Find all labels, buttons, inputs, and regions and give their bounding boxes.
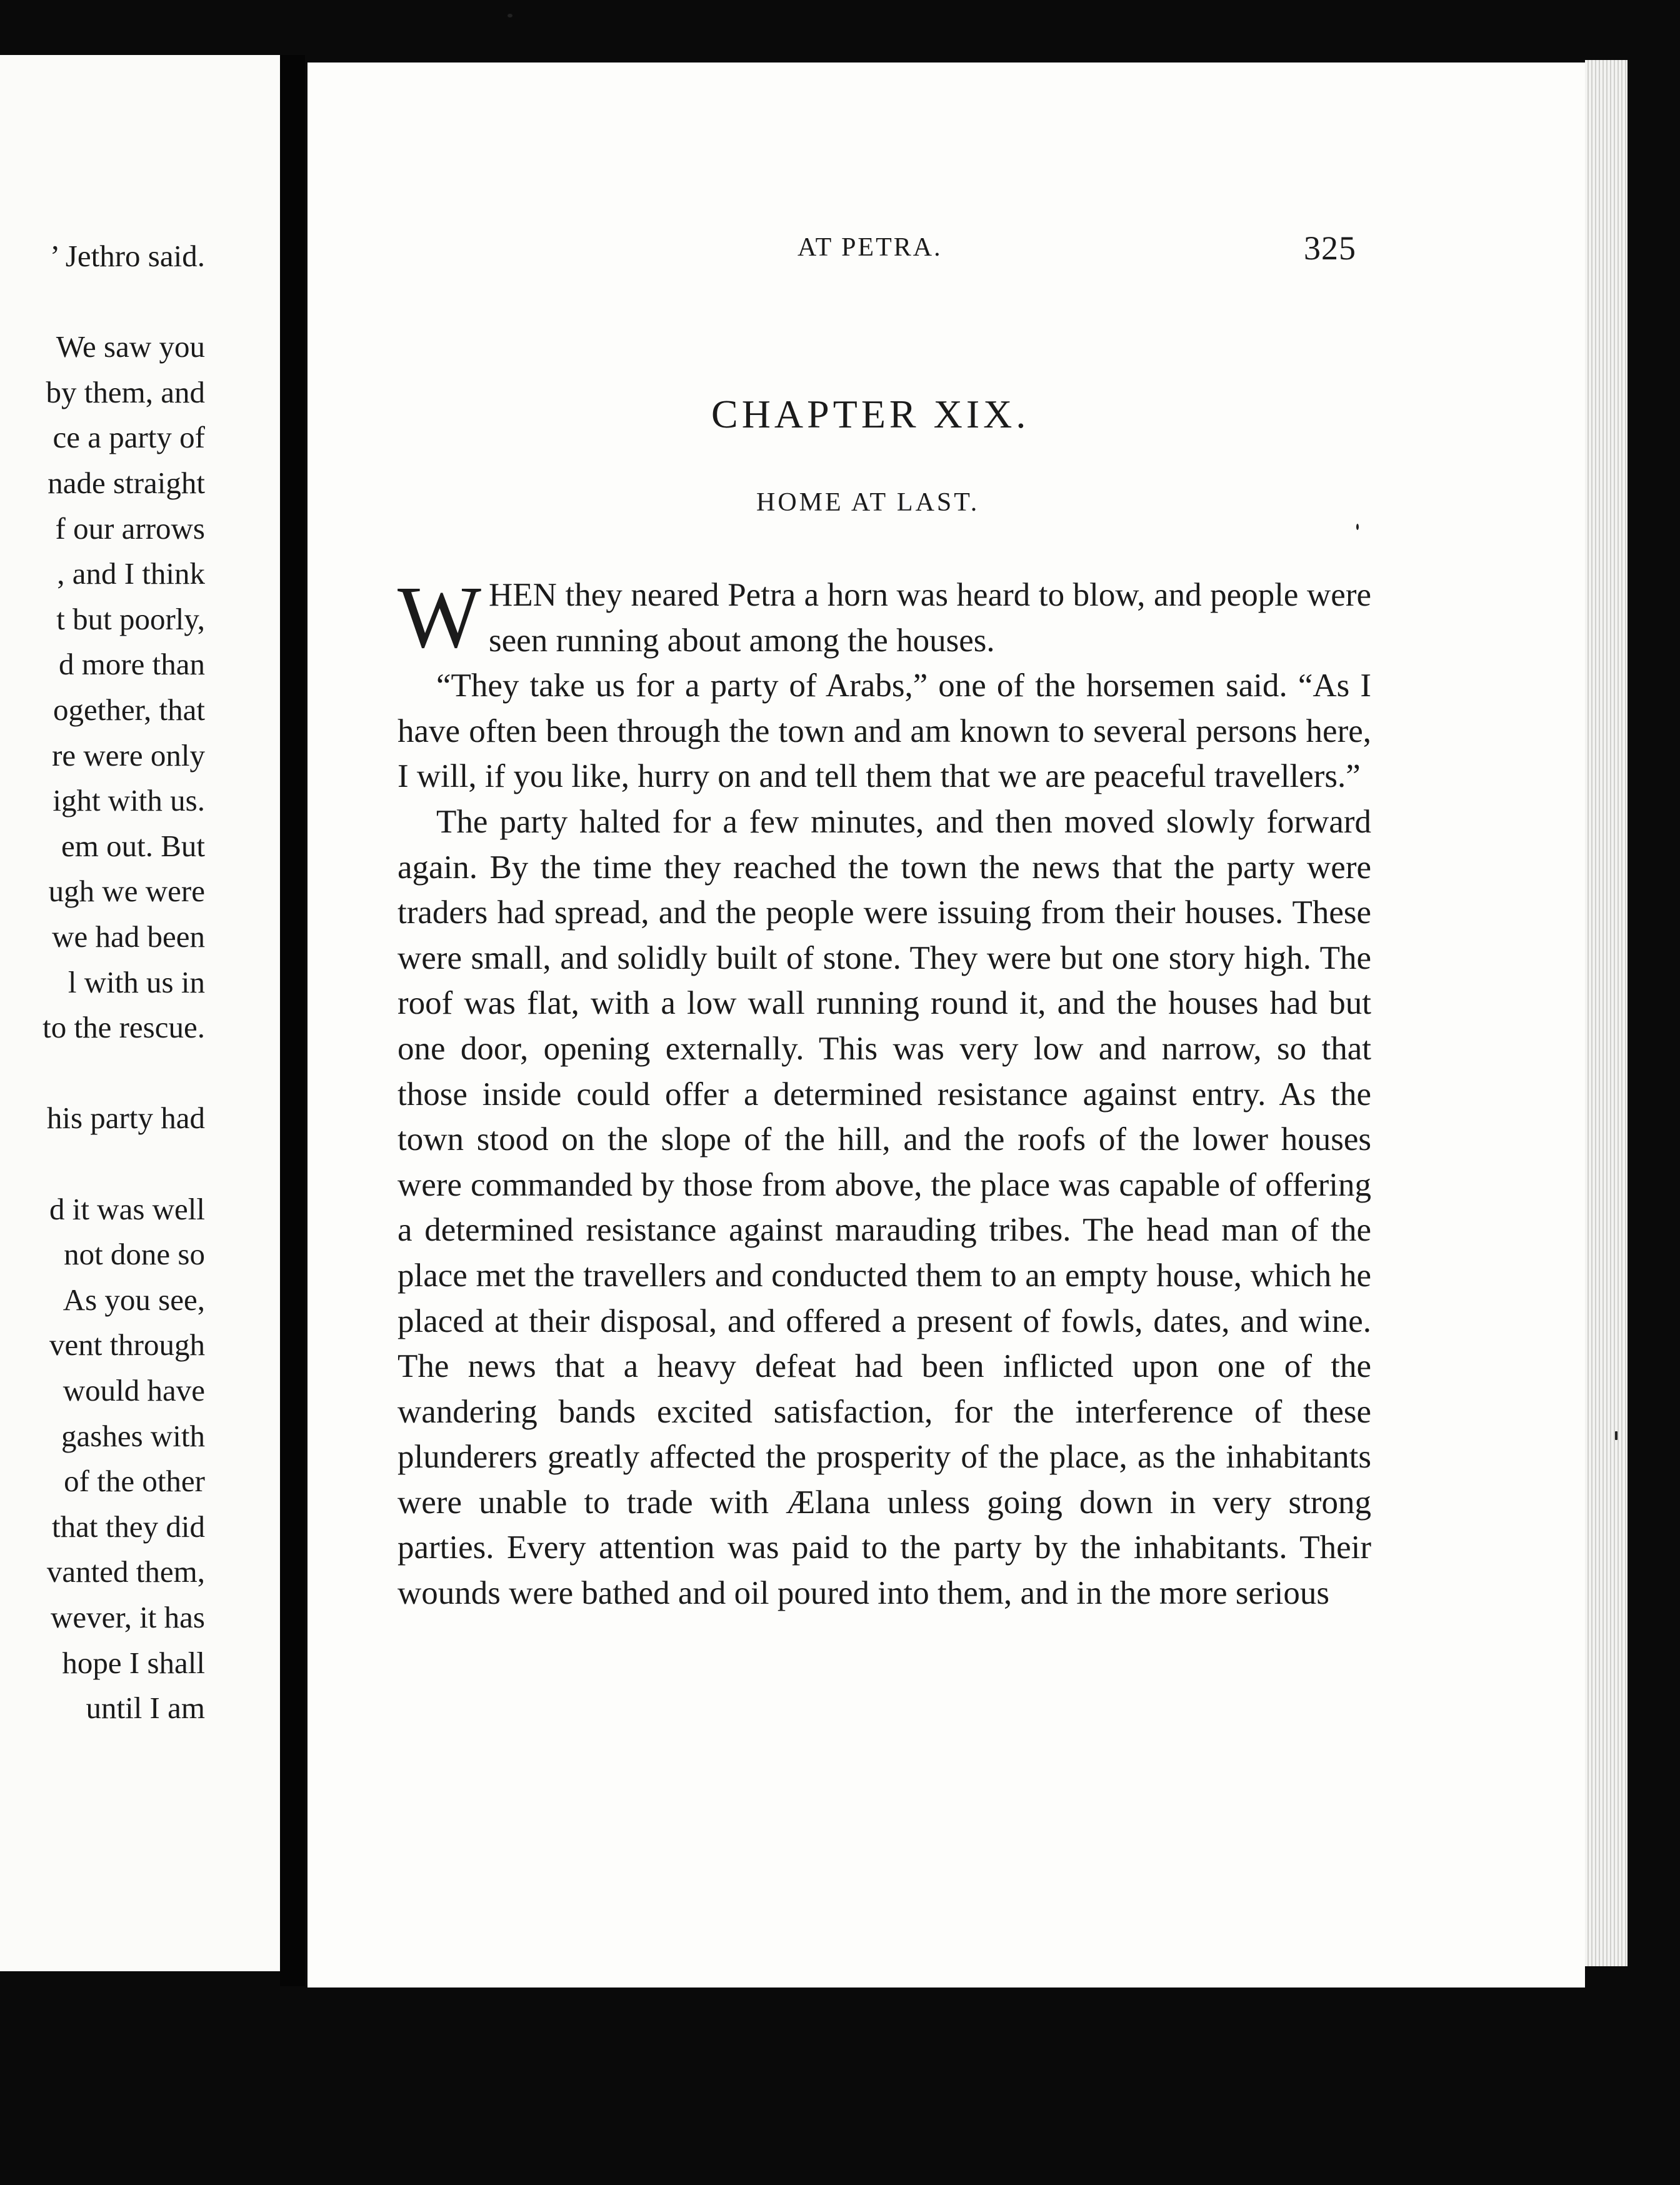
left-page-line: ight with us. xyxy=(52,783,205,818)
page-edges xyxy=(1585,60,1628,1966)
left-page-line: d more than xyxy=(58,647,205,682)
left-page-line: ugh we were xyxy=(48,874,205,909)
paragraph-1 xyxy=(398,568,1371,666)
running-head: AT PETRA. xyxy=(798,233,942,262)
paragraph-1-text: HEN they neared Petra a horn was heard to blow, and people were seen running about among the houses. xyxy=(489,577,1371,659)
left-page-line: l with us in xyxy=(68,964,205,999)
left-page-line: of the other xyxy=(64,1464,205,1499)
drop-cap: W xyxy=(398,568,482,666)
book-gutter xyxy=(280,55,305,1986)
left-page-line: to the rescue. xyxy=(42,1010,205,1045)
left-page-line: re were only xyxy=(52,738,205,772)
left-page-line: vent through xyxy=(49,1328,205,1362)
left-page-line: until I am xyxy=(86,1691,205,1726)
chapter-title: CHAPTER XIX. xyxy=(711,392,1030,436)
left-page-line: ce a party of xyxy=(52,420,205,455)
left-page-line: As you see, xyxy=(62,1282,205,1317)
left-page-line: we had been xyxy=(52,919,205,954)
left-page-line: that they did xyxy=(52,1509,205,1544)
left-page-line: vanted them, xyxy=(46,1554,205,1589)
left-page-line: by them, and xyxy=(46,374,205,409)
left-page-line: d it was well xyxy=(49,1191,205,1226)
left-page-line: f our arrows xyxy=(55,511,205,546)
left-page-line: nade straight xyxy=(48,466,205,500)
left-page-line: would have xyxy=(62,1373,205,1408)
left-page-line: not done so xyxy=(64,1237,205,1272)
page-number: 325 xyxy=(1304,229,1356,267)
left-page-line: em out. But xyxy=(61,828,205,863)
left-page-line: his party had xyxy=(46,1101,205,1136)
scan-speck xyxy=(1615,1431,1618,1440)
left-page-line: hope I shall xyxy=(62,1645,205,1680)
chapter-body xyxy=(398,568,1371,1616)
left-page-line: wever, it has xyxy=(50,1600,205,1634)
chapter-subtitle: HOME AT LAST. xyxy=(756,488,980,517)
scan-speck xyxy=(1356,524,1359,530)
left-page-line: We saw you xyxy=(56,329,205,364)
paragraph-2: “They take us for a party of Arabs,” one of the horsemen said. “As I have often been through the town and am known to several persons here, I will, if you like, hurry on and tell them that we are peaceful travellers.” xyxy=(398,668,1371,795)
left-page-line: ’ Jethro said. xyxy=(49,239,205,273)
left-page-line: t but poorly, xyxy=(56,601,205,636)
scan-speck xyxy=(508,14,512,18)
left-page-line: , and I think xyxy=(57,556,205,591)
left-page-fragment xyxy=(0,55,280,1971)
left-page-line: gashes with xyxy=(61,1418,205,1453)
left-page-line: ogether, that xyxy=(53,692,205,727)
paragraph-3: The party halted for a few minutes, and then moved slowly forward again. By the time they reached the town the news that the party were traders had spread, and the people were issuing from their houses. These were small, and solidly built of stone. They were but one story high. The roof was flat, with a low wall running round it, and the houses had but one door, opening externally. This was very low and narrow, so that those inside could offer a determined resistance against entry. As the town stood on the slope of the hill, and the roofs of the lower houses were commanded by those from above, the place was capable of offering a determined resistance against marauding tribes. The head man of the place met the travellers and conducted them to an empty house, which he placed at their disposal, and offered a present of fowls, dates, and wine. The news that a heavy defeat had been inflicted upon one of the wandering bands excited satisfaction, for the interference of these plunderers greatly affected the prosperity of the place, as the inhabitants were unable to trade with Ælana unless going down in very strong parties. Every attention was paid to the party by the inhabitants. Their wounds were bathed and oil poured into them, and in the more serious xyxy=(398,803,1371,1612)
